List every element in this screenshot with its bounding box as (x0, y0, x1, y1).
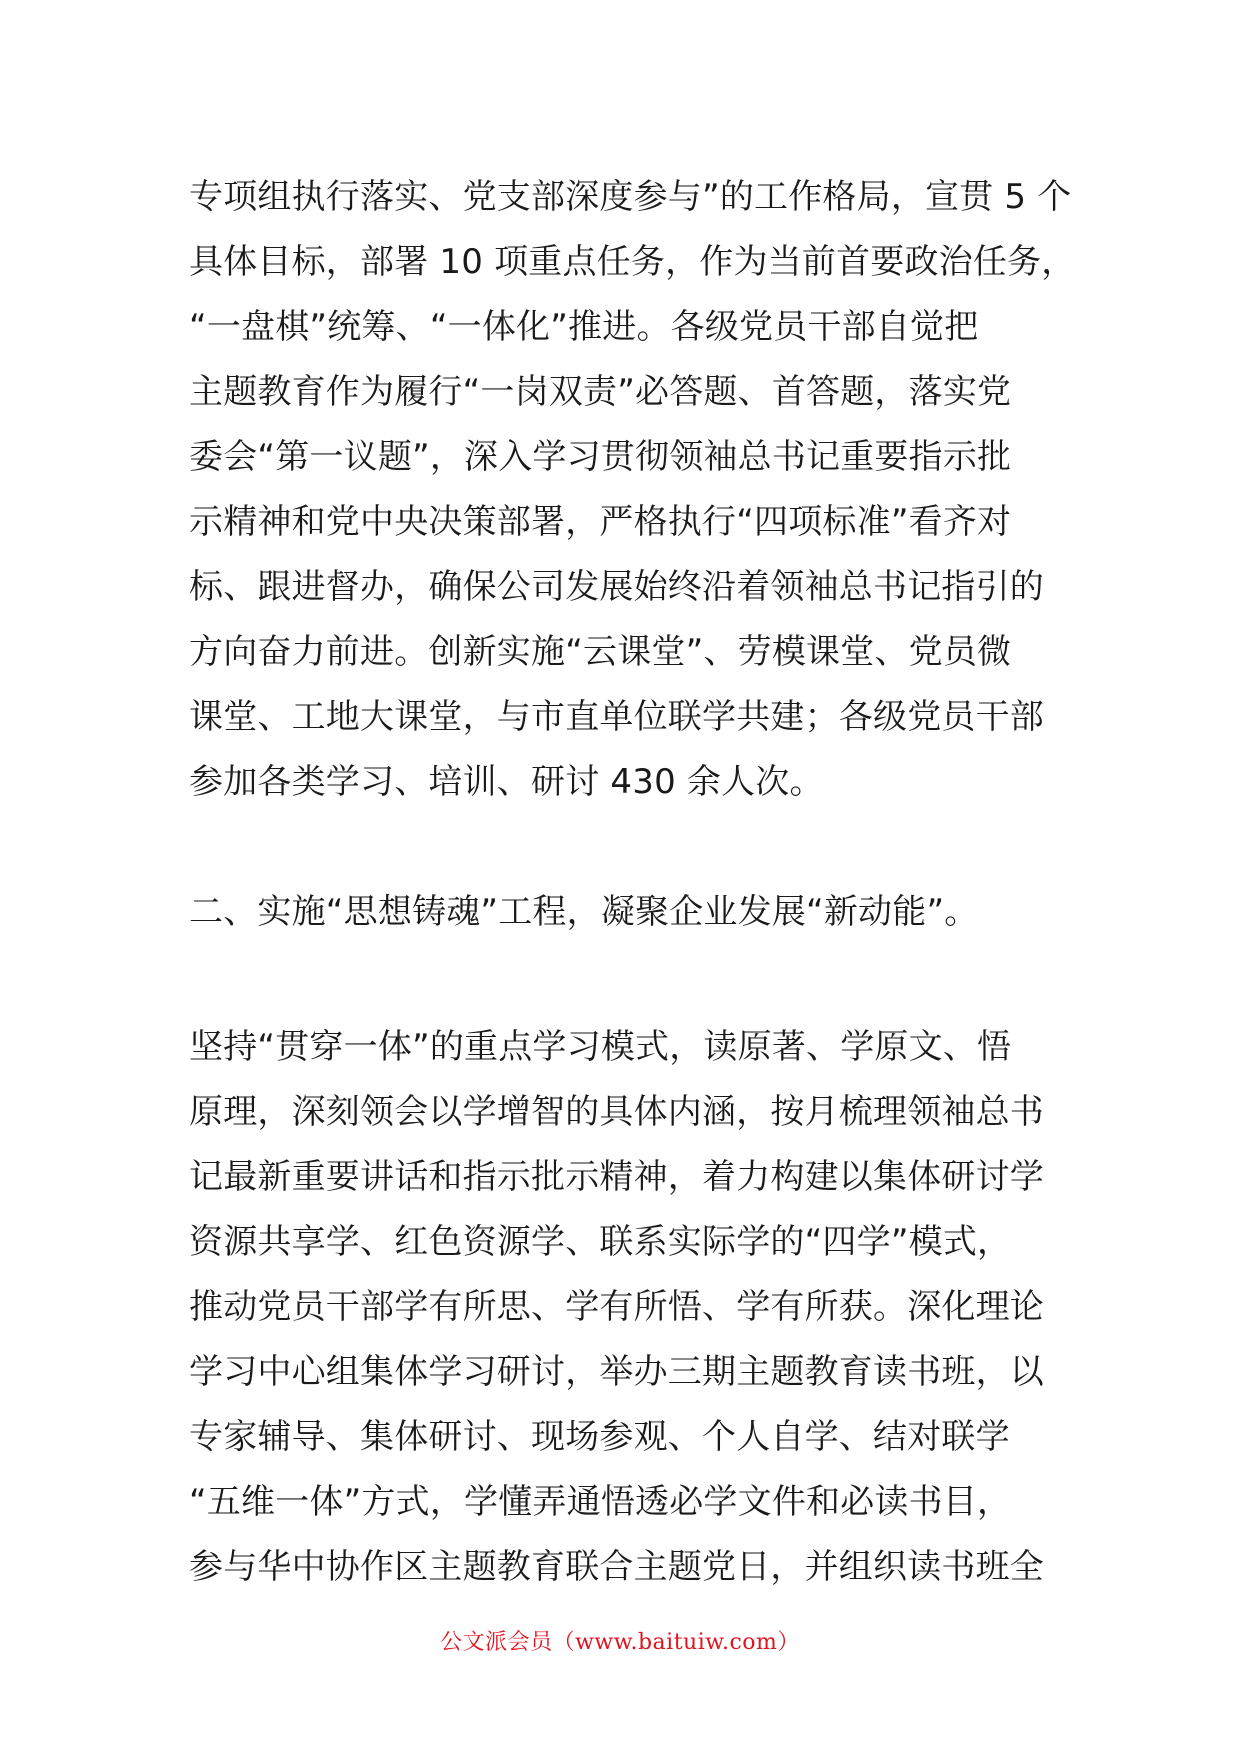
footer-watermark: 公文派会员（www.baituiw.com） (440, 1630, 800, 1655)
paragraph-2 (189, 1015, 1059, 1600)
paragraph-line: 推动党员干部学有所思、学有所悟、学有所获。深化理论 (189, 1287, 1044, 1327)
paragraph-line: 课堂、工地大课堂，与市直单位联学共建；各级党员干部 (189, 697, 1044, 737)
paragraph-line: 参加各类学习、培训、研讨 430 余人次。 (189, 762, 824, 802)
paragraph-line: 资源共享学、红色资源学、联系实际学的“四学”模式， (189, 1222, 1012, 1262)
paragraph-1 (189, 165, 1076, 815)
paragraph-line: 方向奋力前进。创新实施“云课堂”、劳模课堂、党员微 (189, 632, 1012, 672)
paragraph-line: 示精神和党中央决策部署，严格执行“四项标准”看齐对 (189, 502, 1012, 542)
paragraph-line: 参与华中协作区主题教育联合主题党日，并组织读书班全 (189, 1547, 1044, 1587)
paragraph-line: 学习中心组集体学习研讨，举办三期主题教育读书班，以 (189, 1352, 1044, 1392)
paragraph-line: 专家辅导、集体研讨、现场参观、个人自学、结对联学 (189, 1417, 1010, 1457)
paragraph-line: “一盘棋”统筹、“一体化”推进。各级党员干部自觉把 (189, 307, 979, 347)
section-heading (189, 880, 1059, 945)
paragraph-line: “五维一体”方式，学懂弄通悟透必学文件和必读书目， (189, 1482, 1012, 1522)
paragraph-line: 专项组执行落实、党支部深度参与”的工作格局，宣贯 5 个 (189, 177, 1072, 217)
paragraph-line: 主题教育作为履行“一岗双责”必答题、首答题，落实党 (189, 372, 1012, 412)
paragraph-line: 标、跟进督办，确保公司发展始终沿着领袖总书记指引的 (189, 567, 1044, 607)
paragraph-line: 记最新重要讲话和指示批示精神，着力构建以集体研讨学 (189, 1157, 1044, 1197)
paragraph-line: 具体目标，部署 10 项重点任务，作为当前首要政治任务， (189, 242, 1076, 282)
paragraph-line: 委会“第一议题”，深入学习贯彻领袖总书记重要指示批 (189, 437, 1012, 477)
section-heading-text: 二、实施“思想铸魂”工程，凝聚企业发展“新动能”。 (189, 892, 979, 932)
paragraph-line: 原理，深刻领会以学增智的具体内涵，按月梳理领袖总书 (189, 1092, 1044, 1132)
paragraph-line: 坚持“贯穿一体”的重点学习模式，读原著、学原文、悟 (189, 1027, 1012, 1067)
